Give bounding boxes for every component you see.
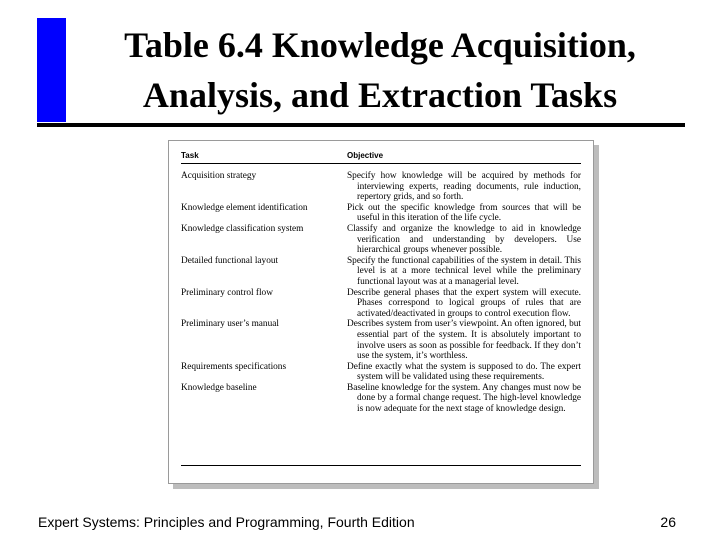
accent-bar (37, 18, 66, 122)
table-row (181, 203, 581, 224)
header-task: Task (181, 151, 199, 160)
objective-cell: Classify and organize the knowledge to aid in knowledge verification and understanding by developers. Use hierarchical groups whenever possible. (347, 223, 581, 256)
objective-cell: Baseline knowledge for the system. Any changes must now be done by a formal change request. The high-level knowledge is now adequate for the next stage of knowledge design. (347, 382, 581, 415)
task-cell: Knowledge element identification (181, 202, 308, 213)
objective-cell: Define exactly what the system is supposed to do. The expert system will be validated using these requirements. (347, 361, 581, 383)
task-cell: Acquisition strategy (181, 171, 257, 181)
table-body (181, 171, 581, 415)
objective-cell: Describe general phases that the expert system will execute. Phases correspond to logical groups of rules that are activated/deactivated in groups to control execution flow. (347, 287, 581, 319)
table-row (181, 288, 581, 320)
task-cell: Preliminary control flow (181, 287, 273, 298)
task-cell: Preliminary user’s manual (181, 319, 279, 330)
title-underline (37, 123, 685, 127)
objective-cell: Specify the functional capabilities of the system in detail. This level is at a more technical level while the preliminary functional layout was at a managerial level. (347, 255, 581, 287)
table-header (181, 149, 581, 164)
title-line-1: Table 6.4 Knowledge Acquisition, (124, 25, 636, 65)
table-figure (168, 140, 594, 484)
table-row (181, 224, 581, 256)
objective-cell: Pick out the specific knowledge from sources that will be useful in this iteration of the life cycle. (347, 202, 581, 224)
table-row (181, 171, 581, 203)
task-cell: Knowledge classification system (181, 223, 304, 234)
task-cell: Knowledge baseline (181, 382, 257, 393)
tasks-table (181, 149, 581, 415)
table-row (181, 319, 581, 361)
slide-title (70, 20, 690, 120)
table-row (181, 383, 581, 415)
page-number: 26 (660, 514, 676, 530)
objective-cell: Describes system from user’s viewpoint. An often ignored, but essential part of the system. It is absolutely important to involve users as soon as possible for feedback. If they don’t use the system, it’s worthless. (347, 319, 581, 362)
title-line-2: Analysis, and Extraction Tasks (142, 75, 618, 115)
footer-text: Expert Systems: Principles and Programming, Fourth Edition (38, 514, 415, 530)
table-row (181, 256, 581, 288)
task-cell: Requirements specifications (181, 361, 287, 372)
table-bottom-rule (181, 465, 581, 466)
task-cell: Detailed functional layout (181, 255, 279, 266)
objective-cell: Specify how knowledge will be acquired by methods for interviewing experts, reading documents, rule induction, repertory grids, and so forth. (347, 171, 581, 203)
header-objective: Objective (347, 151, 384, 160)
table-row (181, 362, 581, 383)
